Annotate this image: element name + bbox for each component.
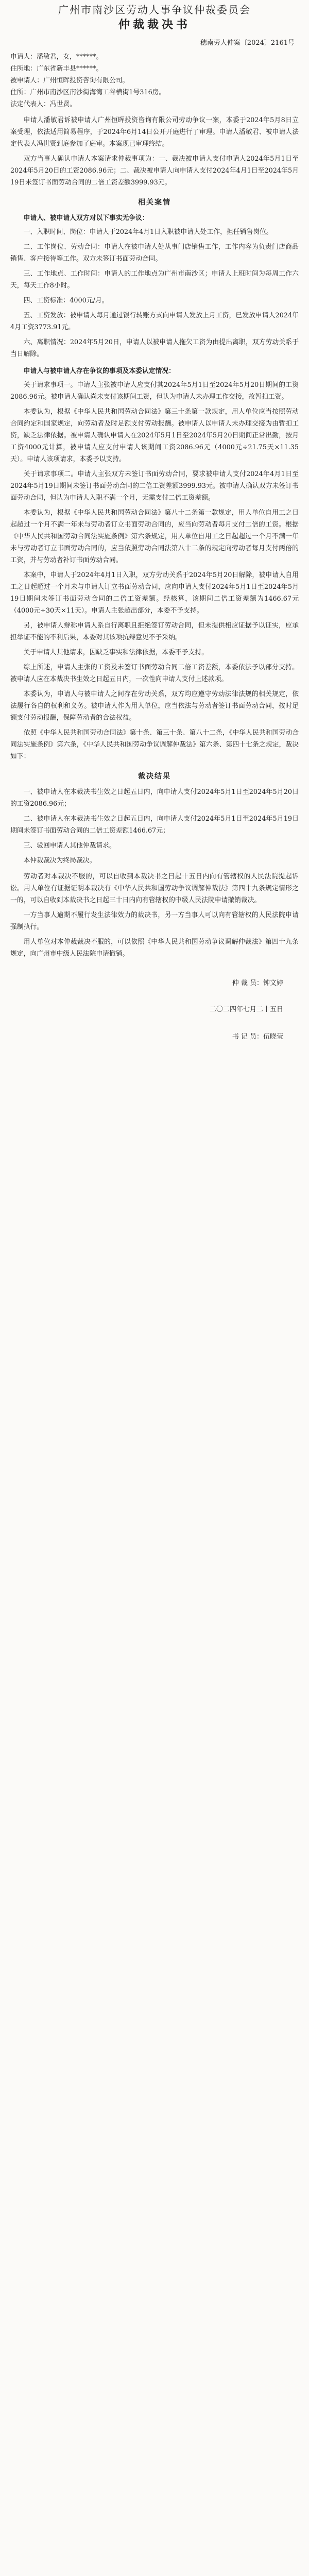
disputes-block [10, 379, 299, 762]
result-item: 三、驳回申请人其他仲裁请求。 [23, 842, 116, 850]
paragraph: 六、离职情况：2024年5月20日，申请人以被申请人拖欠工资为由提出离职，双方劳动关系于当日解除。 [10, 338, 299, 358]
paragraph: 双方当事人确认申请人本案请求仲裁事项为：一、裁决被申请人支付申请人2024年5月1日至2024年5月20日的工资2086.96元；二、裁决被申请人向申请人支付2024年4月1日至2024年5月19日未签订书面劳动合同的二倍工资差额3999.93元。 [10, 155, 299, 187]
facts-subheading: 申请人、被申请人双方对以下事实无争议： [23, 214, 149, 222]
result-block [10, 786, 299, 867]
arbitrator-signature: 仲 裁 员：钟文婷 [232, 979, 283, 987]
paragraph: 申请人潘敏君诉被申请人广州恒晖投资咨询有限公司劳动争议一案，本委于2024年5月8日立案受理，依法适用简易程序，于2024年6月14日公开开庭进行了审理。申请人潘敏君、被申请人法定代表人冯世贤到庭参加了庭审。本案现已审理终结。 [10, 116, 299, 148]
paragraph: 一、入职时间、岗位：申请人于2024年4月1日入职被申请人处工作，担任销售岗位。 [23, 228, 273, 236]
paragraph: 本委认为，根据《中华人民共和国劳动合同法》第三十条第一款规定，用人单位应当按照劳动合同约定和国家规定，向劳动者及时足额支付劳动报酬。被申请人以申请人未办理交接为由暂扣工资，缺乏法律依据。被申请人确认申请人在2024年5月1日至2024年5月20日期间正常出勤，按月工资4000元计算，被申请人应支付申请人该期间工资2086.96元（4000元÷21.75天×11.35天）。申请人该项请求，本委予以支持。 [10, 408, 299, 463]
result-item: 一、被申请人在本裁决书生效之日起五日内，向申请人支付2024年5月1日至2024年5月20日的工资2086.96元； [10, 788, 299, 808]
document [10, 0, 299, 1043]
parties-block [10, 51, 299, 110]
paragraph: 一方当事人逾期不履行发生法律效力的裁决书，另一方当事人可以向有管辖权的人民法院申请强制执行。 [10, 911, 299, 931]
paragraph: 用人单位对本仲裁裁决不服的，可以依照《中华人民共和国劳动争议调解仲裁法》第四十九条规定，向广州市中级人民法院申请撤销。 [10, 938, 299, 958]
section-title-result: 裁决结果 [138, 772, 171, 781]
paragraph: 本案中，申请人于2024年4月1日入职，双方劳动关系于2024年5月20日解除，被申请人自用工之日起超过一个月未与申请人订立书面劳动合同，应向申请人支付2024年5月1日至2024年5月19日期间未签订书面劳动合同的二倍工资差额。经核算，该期间二倍工资差额为1466.67元（4000元÷30天×11天）。申请人主张超出部分，本委不予支持。 [10, 571, 299, 615]
party-line: 住所地：广东省新丰县******。 [10, 65, 103, 73]
case-number: 穗南劳人仲案〔2024〕2161号 [200, 39, 295, 47]
decision-date: 二〇二四年七月二十五日 [209, 1006, 283, 1013]
paragraph: 三、工作地点、工作时间：申请人的工作地点为广州市南沙区；申请人上班时间为每周工作六天，每天工作8小时。 [10, 270, 299, 290]
paragraph: 关于申请人其他请求，因缺乏事实和法律依据，本委不予支持。 [23, 649, 208, 656]
paragraph: 二、工作岗位、劳动合同：申请人在被申请人处从事门店销售工作，工作内容为负责门店商品销售、客户接待等工作。双方未签订书面劳动合同。 [10, 243, 299, 263]
paragraph: 本委认为，根据《中华人民共和国劳动合同法》第八十二条第一款规定，用人单位自用工之日起超过一个月不满一年未与劳动者订立书面劳动合同的，应当向劳动者每月支付二倍的工资。根据《中华人民共和国劳动合同法实施条例》第六条规定，用人单位自用工之日起超过一个月不满一年未与劳动者订立书面劳动合同的，应当依照劳动合同法第八十二条的规定向劳动者每月支付两倍的工资，并与劳动者补订书面劳动合同。 [10, 509, 299, 564]
clerk-signature: 书 记 员：伍晓莹 [232, 1033, 283, 1041]
paragraph: 综上所述，申请人主张的工资及未签订书面劳动合同二倍工资差额，本委依法予以部分支持。被申请人应在本裁决书生效之日起五日内，一次性向申请人支付上述款项。 [10, 664, 299, 683]
paragraph: 依照《中华人民共和国劳动合同法》第十条、第三十条、第八十二条，《中华人民共和国劳动合同法实施条例》第六条，《中华人民共和国劳动争议调解仲裁法》第六条、第四十七条之规定，裁决如下： [10, 729, 299, 760]
paragraph: 本委认为，申请人与被申请人之间存在劳动关系，双方均应遵守劳动法律法规的相关规定，依法履行各自的权利和义务。被申请人作为用人单位，应当依法与劳动者签订书面劳动合同，按时足额支付劳动报酬，保障劳动者的合法权益。 [10, 690, 299, 722]
paragraph: 劳动者对本裁决不服的，可以自收到本裁决书之日起十五日内向有管辖权的人民法院提起诉讼。用人单位有证据证明本裁决有《中华人民共和国劳动争议调解仲裁法》第四十九条规定情形之一的，可以自收到本裁决书之日起三十日内向有管辖权的中级人民法院申请撤销裁决。 [10, 873, 299, 904]
document-title: 仲裁裁决书 [118, 18, 191, 31]
result-item: 本仲裁裁决为终局裁决。 [23, 857, 96, 865]
paragraph: 五、工资发放：被申请人每月通过银行转账方式向申请人发放上月工资，已发放申请人2024年4月工资3773.91元。 [10, 312, 299, 331]
paragraph: 关于请求事项二。申请人主张双方未签订书面劳动合同，要求被申请人支付2024年4月1日至2024年5月19日期间未签订书面劳动合同的二倍工资差额3999.93元。被申请人确认双方未签订书面劳动合同，但认为申请人入职不满一个月，无需支付二倍工资差额。 [10, 470, 299, 502]
party-line: 法定代表人：冯世贤。 [10, 100, 76, 108]
issuing-organization: 广州市南沙区劳动人事争议仲裁委员会 [58, 4, 251, 16]
facts-block [10, 226, 299, 360]
result-item: 二、被申请人在本裁决书生效之日起五日内，向申请人支付2024年5月1日至2024年5月19日期间未签订书面劳动合同的二倍工资差额1466.67元； [10, 815, 299, 835]
section-title-facts: 相关案情 [138, 198, 171, 207]
disputes-subheading: 申请人与被申请人存在争议的事项及本委认定情况： [23, 367, 175, 375]
party-line: 申请人：潘敏君，女，******。 [10, 53, 103, 61]
paragraph: 关于请求事项一。申请人主张被申请人应支付其2024年5月1日至2024年5月20日期间的工资2086.96元。被申请人确认尚未支付该期间工资，但认为申请人未办理工作交接，故暂扣工资。 [10, 381, 299, 401]
party-line: 被申请人：广州恒晖投资咨询有限公司。 [10, 77, 129, 84]
intro-block [10, 114, 299, 189]
paragraph: 四、工资标准：4000元/月。 [23, 297, 109, 304]
closing-block [10, 871, 299, 960]
paragraph: 另，被申请人辩称申请人系自行离职且拒绝签订劳动合同，但未提供相应证据予以证实，应承担举证不能的不利后果，本委对其该项抗辩意见不予采纳。 [10, 622, 299, 641]
party-line: 住所：广州市南沙区南沙街海湾工谷横街1号316房。 [10, 89, 166, 96]
